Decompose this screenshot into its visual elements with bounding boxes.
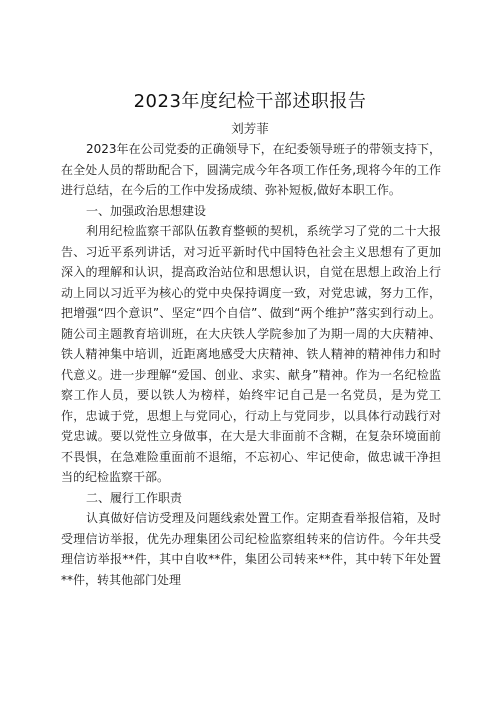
- section-paragraph-1: 利用纪检监察干部队伍教育整顿的契机，系统学习了党的二十大报告、习近平系列讲话，对习近平新时代中国特色社会主义思想有了更加深入的理解和认识，提高政治站位和思想认识，自觉在思想上政治上行动上同以习近平为核心的党中央保持调度一致，对党忠诚，努力工作，把增强“四个意识”、坚定“四个自信”、做到“两个维护”落实到行动上。随公司主题教育培训班，在大庆铁人学院参加了为期一周的大庆精神、铁人精神集中培训，近距离地感受大庆精神、铁人精神的精神伟力和时代意义。进一步理解“爱国、创业、求实、献身”精神。作为一名纪检监察工作人员，要以铁人为榜样，始终牢记自己是一名党员，是为党工作，忠诚于党，思想上与党同心，行动上与党同步，以具体行动践行对党忠诚。要以党性立身做事，在大是大非面前不含糊，在复杂环境面前不畏惧，在急难险重面前不退缩，不忘初心、牢记使命，做忠诚干净担当的纪检监察干部。: [61, 224, 441, 484]
- intro-paragraph: 2023年在公司党委的正确领导下，在纪委领导班子的带领支持下，在全处人员的帮助配合下，圆满完成今年各项工作任务,现将今年的工作进行总结，在今后的工作中发扬成绩、弥补短板,做好本职工作。: [61, 142, 441, 197]
- section-paragraph-2: 认真做好信访受理及问题线索处置工作。定期查看举报信箱，及时受理信访举报，优先办理集团公司纪检监察组转来的信访件。今年共受理信访举报**件，其中自收**件，集团公司转来**件，其中转下年处置**件，转其他部门处理: [61, 511, 441, 587]
- section-heading-1: 一、加强政治思想建设: [86, 203, 207, 218]
- document-title: 2023年度纪检干部述职报告: [133, 91, 367, 112]
- document-author: 刘芳菲: [231, 121, 269, 136]
- document-body: [61, 139, 441, 590]
- section-heading-2: 二、履行工作职责: [86, 490, 183, 505]
